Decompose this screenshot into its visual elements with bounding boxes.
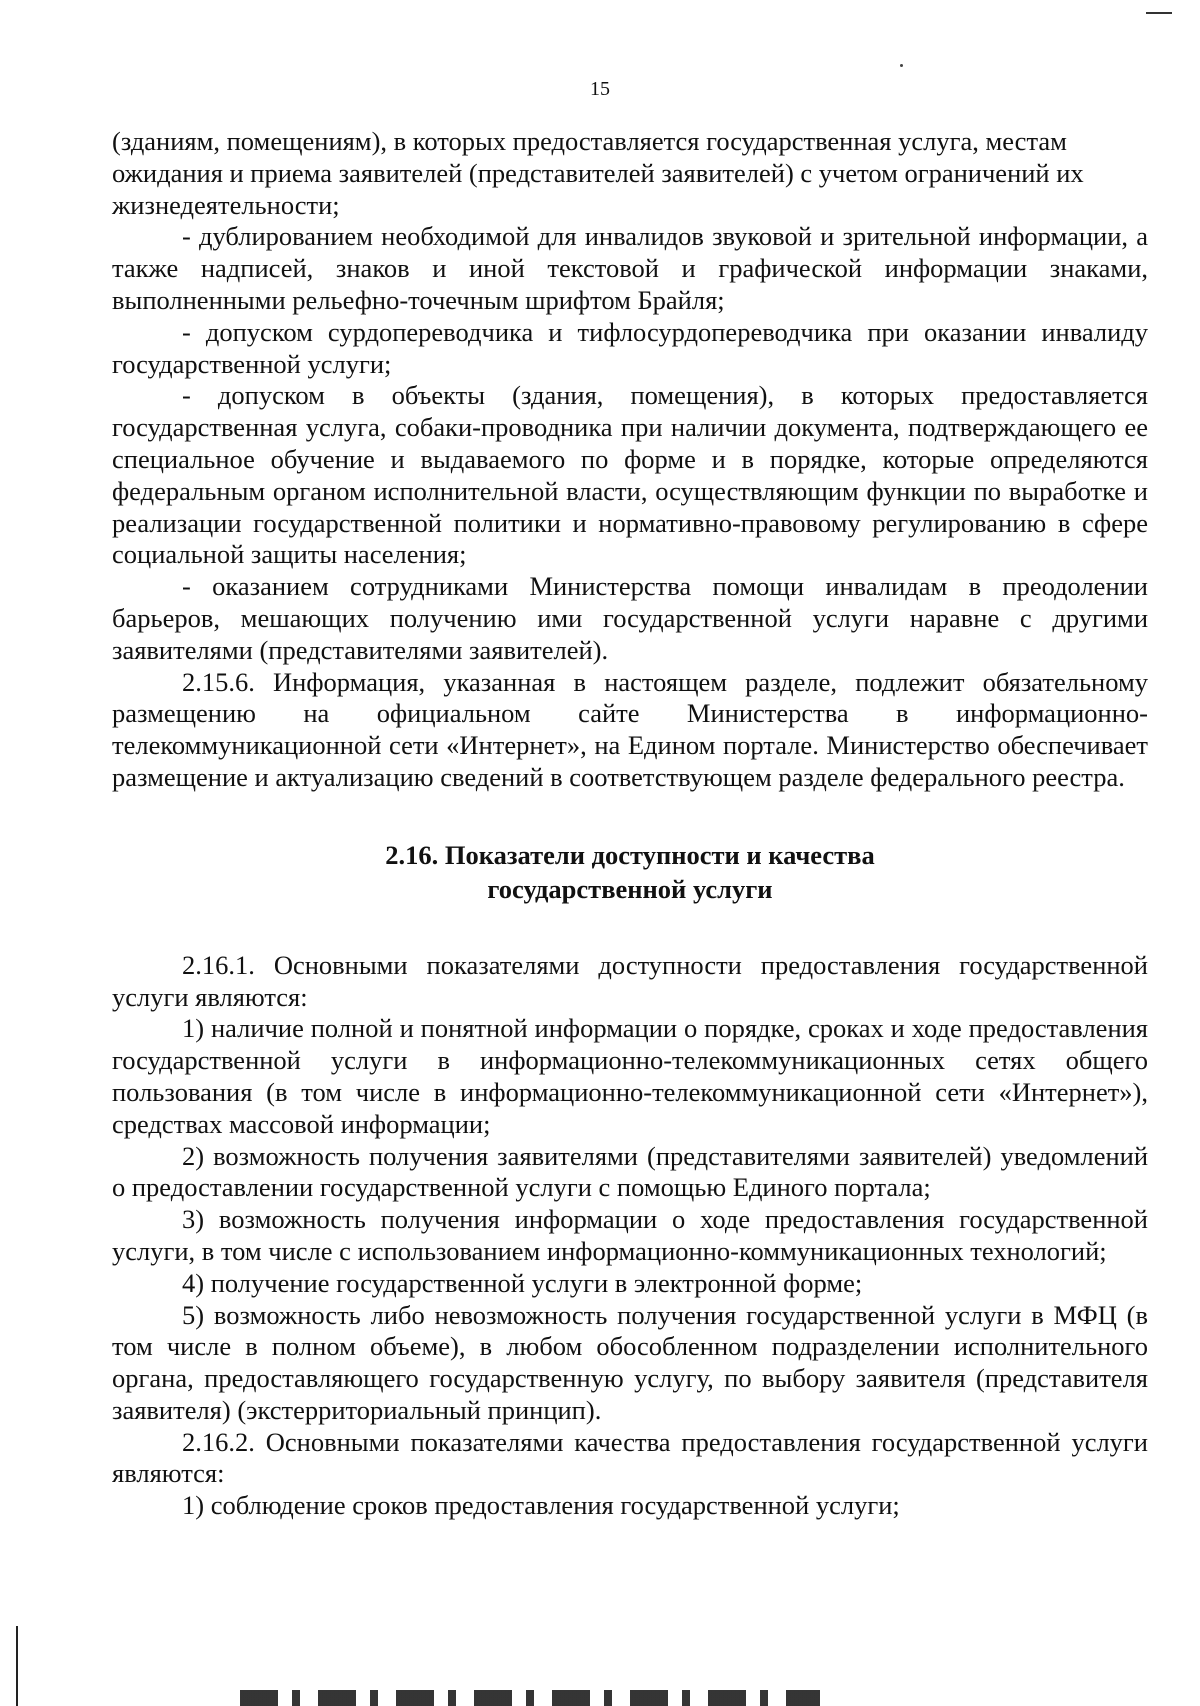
list-item: - дублированием необходимой для инвалидов звуковой и зрительной информации, а также надписей, знаков и иной текстовой и графической информации знаками, выполненными рельефно-точечным шрифтом Брайля; xyxy=(112,221,1148,315)
list-item: - оказанием сотрудниками Министерства помощи инвалидам в преодолении барьеров, мешающих получению ими государственной услуги наравне с другими заявителями (представителями заявителей). xyxy=(112,571,1148,665)
paragraph: 2.15.6. Информация, указанная в настоящем разделе, подлежит обязательному размещению на официальном сайте Министерства в информационно-телекоммуникационной сети «Интернет», на Едином портале. Министерство обеспечивает размещение и актуализацию сведений в соответствующем разделе федерального реестра. xyxy=(112,666,1148,792)
paragraph: 2.16.2. Основными показателями качества предоставления государственной услуги являются: xyxy=(112,1426,1148,1489)
page-number: 15 xyxy=(590,78,610,100)
list-item: 3) возможность получения информации о ходе предоставления государственной услуги, в том числе с использованием информационно-коммуникационных технологий; xyxy=(112,1204,1148,1266)
document-body xyxy=(112,126,1148,1522)
scan-artifact-top xyxy=(1146,12,1172,14)
scan-artifact-dot xyxy=(900,64,903,67)
scan-artifact-bottom xyxy=(240,1690,820,1706)
section-heading xyxy=(112,838,1148,906)
section-heading-line: государственной услуги xyxy=(487,873,773,904)
list-item: 1) соблюдение сроков предоставления государственной услуги; xyxy=(182,1490,900,1521)
list-item: - допуском в объекты (здания, помещения), в которых предоставляется государственная услуга, собаки-проводника при наличии документа, подтверждающего ее специальное обучение и выдаваемого по форме и в порядке, которые определяются федеральным органом исполнительной власти, осуществляющим функции по выработке и реализации государственной политики и нормативно-правовому регулированию в сфере социальной защиты населения; xyxy=(112,380,1148,570)
list-item: 4) получение государственной услуги в электронной форме; xyxy=(182,1267,863,1298)
list-item: 2) возможность получения заявителями (представителями заявителей) уведомлений о предоставлении государственной услуги с помощью Единого портала; xyxy=(112,1140,1148,1203)
paragraph: (зданиям, помещениям), в которых предоставляется государственная услуга, местам ожидания и приема заявителей (представителей заявителей) с учетом ограничений их жизнедеятельности; xyxy=(112,126,1084,220)
list-item: - допуском сурдопереводчика и тифлосурдопереводчика при оказании инвалиду государственной услуги; xyxy=(112,316,1148,379)
list-item: 1) наличие полной и понятной информации о порядке, сроках и ходе предоставления государственной услуги в информационно-телекоммуникационных сетях общего пользования (в том числе в информационно-телекоммуникационной сети «Интернет»), средствах массовой информации; xyxy=(112,1013,1148,1139)
paragraph: 2.16.1. Основными показателями доступности предоставления государственной услуги являются: xyxy=(112,949,1148,1012)
scan-artifact-left xyxy=(16,1626,18,1706)
section-heading-line: 2.16. Показатели доступности и качества xyxy=(385,839,875,870)
list-item: 5) возможность либо невозможность получения государственной услуги в МФЦ (в том числе в полном объеме), в любом обособленном подразделении исполнительного органа, предоставляющего государственную услугу, по выбору заявителя (представителя заявителя) (экстерриториальный принцип). xyxy=(112,1299,1148,1425)
